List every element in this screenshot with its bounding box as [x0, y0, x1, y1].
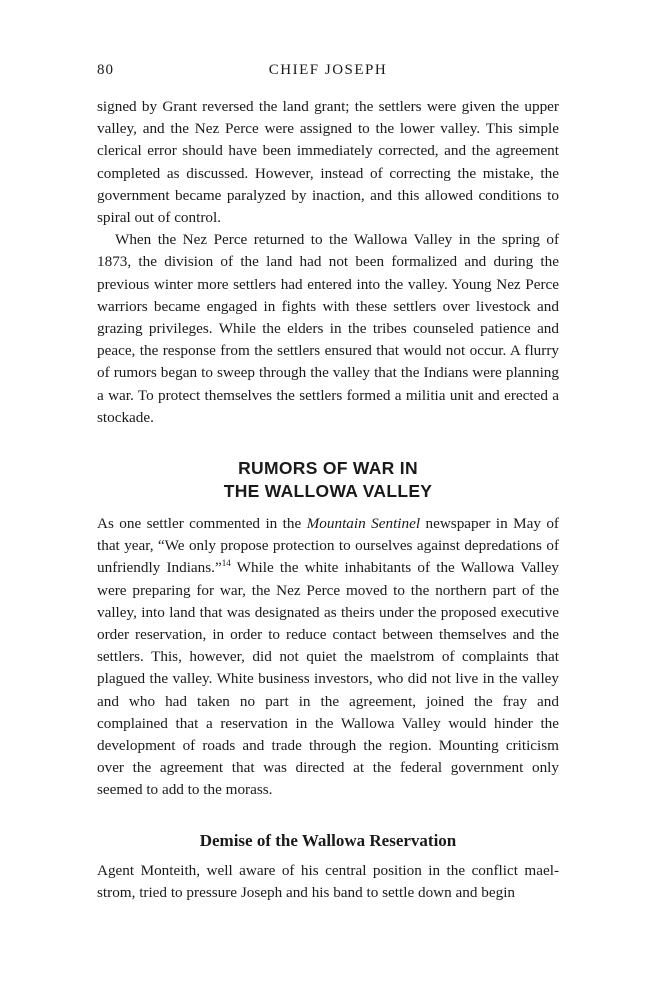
- paragraph-3-text-b: newspaper in May of that year, “We only propose protection to ourselves against depredations of unfriendly Indians.”: [97, 515, 559, 577]
- running-head: [97, 62, 559, 86]
- paragraph-3-text-a: As one settler commented in the: [97, 515, 307, 533]
- subsection-heading: Demise of the Wallowa Reservation: [199, 830, 457, 850]
- running-title: CHIEF JOSEPH: [268, 62, 388, 78]
- paragraph-1: signed by Grant reversed the land grant; the settlers were given the upper valley, and the Nez Perce were assigned to the lower valley. This simple clerical error should have been immediately corrected, and the agreement completed as discussed. However, instead of correcting the mistake, the government became paralyzed by inaction, and this allowed conditions to spiral out of control.: [97, 98, 559, 227]
- footnote-marker: 14: [221, 558, 231, 569]
- paragraph-2: When the Nez Perce returned to the Wallowa Valley in the spring of 1873, the division of the land had not been formalized and during the previous winter more settlers had entered into the valley. Young Nez Perce warriors became engaged in fights with these settlers over livestock and grazing privileges. While the elders in the tribes counseled patience and peace, the response from the settlers ensured that would not occur. A flurry of rumors began to sweep through the valley that the Indians were planning a war. To protect themselves the settlers formed a militia unit and erected a stockade.: [97, 231, 559, 426]
- section-heading: [97, 457, 559, 503]
- page-number: 80: [97, 62, 114, 78]
- newspaper-title: Mountain Sentinel: [306, 515, 421, 533]
- body-text: [97, 96, 559, 904]
- section-heading-line-1: RUMORS OF WAR IN: [238, 458, 418, 479]
- paragraph-3: [97, 513, 559, 802]
- book-page: [97, 62, 559, 904]
- paragraph-3-text-c: While the white inhabitants of the Wallowa Valley were preparing for war, the Nez Perce moved to the northern part of the valley, into land that was designated as theirs under the proposed executive order reservation, in order to reduce contact between themselves and the settlers. This, however, did not quiet the maelstrom of complaints that plagued the valley. White business investors, who did not live in the valley and who had taken no part in the agreement, joined the fray and complained that a reservation in the Wallowa Valley would hinder the development of roads and trade through the region. Mounting criticism over the agreement that was directed at the federal government only seemed to add to the morass.: [97, 559, 559, 799]
- paragraph-4: Agent Monteith, well aware of his central position in the conflict maelstrom, tried to pressure Joseph and his band to settle down and begin: [97, 861, 559, 901]
- section-heading-line-2: THE WALLOWA VALLEY: [223, 481, 433, 502]
